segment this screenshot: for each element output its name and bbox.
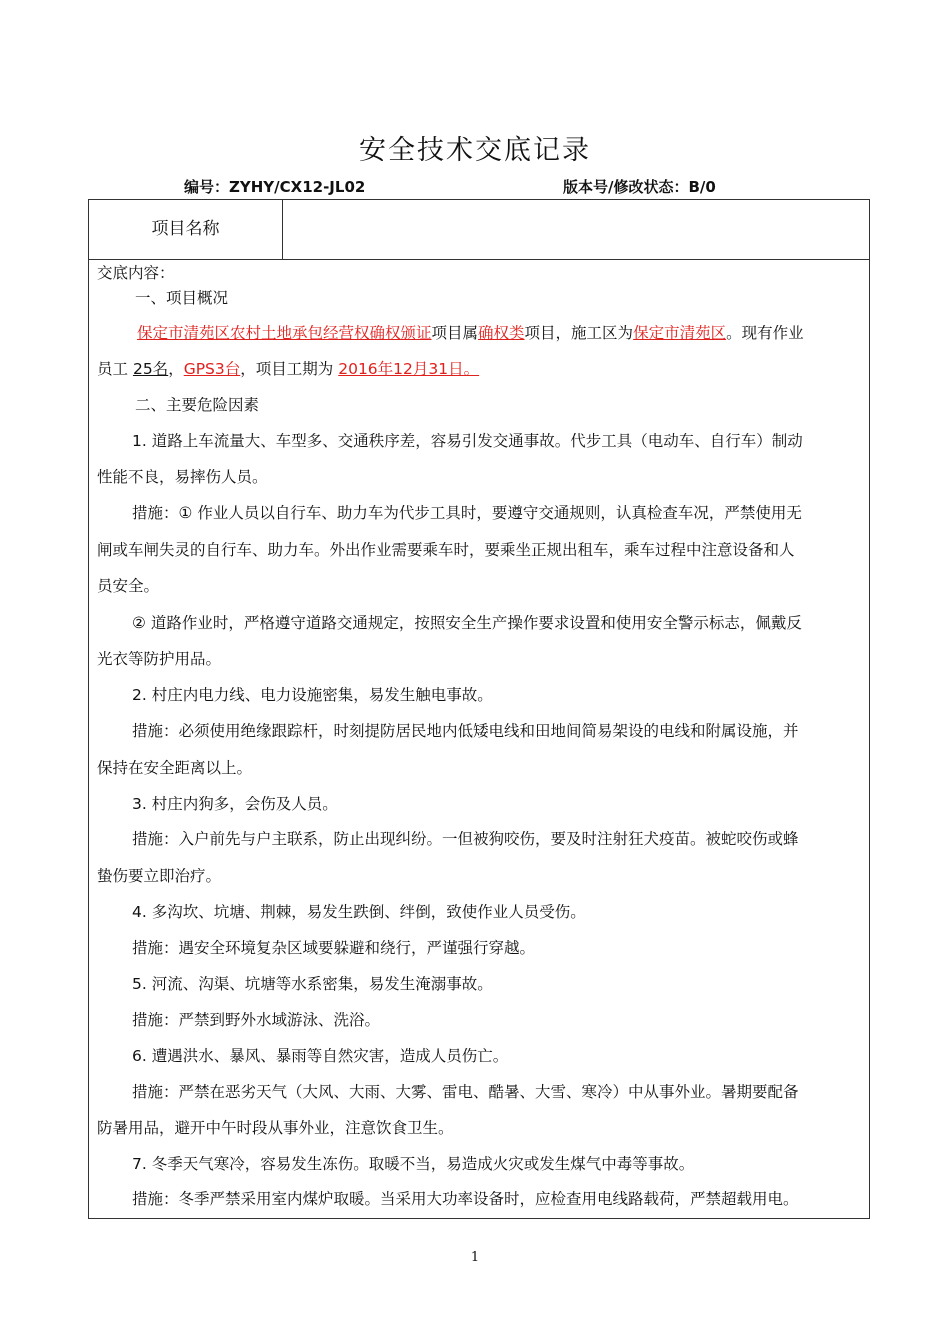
hazard-line: 措施：入户前先与户主联系，防止出现纠纷。一但被狗咬伤，要及时注射狂犬疫苗。被蛇咬伤或蜂 — [132, 830, 799, 848]
hazard-line: 措施：① 作业人员以自行车、助力车为代步工具时，要遵守交通规则，认真检查车况，严禁使用无 — [132, 504, 802, 522]
overview-line-2: 员工 25名，GPS3台，项目工期为 2016年12月31日。 — [97, 360, 480, 378]
project-name-text: 保定市清苑区农村土地承包经营权确权颁证 — [137, 324, 432, 342]
hazard-line: 5. 河流、沟渠、坑塘等水系密集，易发生淹溺事故。 — [132, 975, 493, 993]
hazards-heading: 二、主要危险因素 — [135, 396, 260, 414]
record-table — [88, 199, 870, 1219]
hazard-line: 措施：冬季严禁采用室内煤炉取暖。当采用大功率设备时，应检查用电线路载荷，严禁超载用电。 — [132, 1190, 799, 1208]
hazard-line: 措施：遇安全环境复杂区域要躲避和绕行，严谨强行穿越。 — [132, 939, 536, 957]
overview-heading: 一、项目概况 — [135, 289, 229, 307]
hazard-line: ② 道路作业时，严格遵守道路交通规定，按照安全生产操作要求设置和使用安全警示标志，佩戴反 — [132, 614, 802, 632]
hazard-line: 光衣等防护用品。 — [97, 650, 222, 668]
hazard-line: 保持在安全距离以上。 — [97, 759, 253, 777]
project-name-value — [283, 200, 869, 259]
hazard-line: 1. 道路上车流量大、车型多、交通秩序差，容易引发交通事故。代步工具（电动车、自行车）制动 — [132, 432, 803, 450]
hazard-line: 措施：必须使用绝缘跟踪杆，时刻提防居民地内低矮电线和田地间简易架设的电线和附属设施，并 — [132, 722, 799, 740]
page-title: 安全技术交底记录 — [359, 135, 591, 166]
content-label: 交底内容： — [97, 264, 175, 282]
hazard-line: 4. 多沟坎、坑塘、荆棘，易发生跌倒、绊倒，致使作业人员受伤。 — [132, 903, 586, 921]
hazard-line: 措施：严禁到野外水域游泳、洗浴。 — [132, 1011, 381, 1029]
page-number: 1 — [470, 1250, 480, 1265]
overview-line-1: 保定市清苑区农村土地承包经营权确权颁证项目属确权类项目，施工区为保定市清苑区。现有作业 — [137, 324, 804, 342]
hazard-line: 性能不良，易摔伤人员。 — [97, 468, 268, 486]
work-area: 保定市清苑区 — [633, 324, 727, 342]
hazard-line: 防暑用品，避开中午时段从事外业，注意饮食卫生。 — [97, 1119, 454, 1137]
staff-count: 25名 — [132, 360, 169, 378]
hazard-line: 6. 遭遇洪水、暴风、暴雨等自然灾害，造成人员伤亡。 — [132, 1047, 509, 1065]
version-status: 版本号/修改状态：B/0 — [563, 178, 716, 196]
hazard-line: 3. 村庄内狗多，会伤及人员。 — [132, 795, 338, 813]
hazard-line: 7. 冬季天气寒冷，容易发生冻伤。取暖不当，易造成火灾或发生煤气中毒等事故。 — [132, 1155, 695, 1173]
hazard-line: 2. 村庄内电力线、电力设施密集，易发生触电事故。 — [132, 686, 493, 704]
project-name-label: 项目名称 — [89, 200, 283, 259]
hazard-line: 蛰伤要立即治疗。 — [97, 867, 222, 885]
project-deadline: 2016年12月31日。 — [338, 360, 480, 378]
briefing-content — [89, 260, 869, 1218]
project-name-row — [89, 200, 869, 260]
document-code: 编号：ZYHY/CX12-JL02 — [184, 178, 366, 196]
gps-count: GPS3台 — [183, 360, 241, 378]
hazard-line: 闸或车闸失灵的自行车、助力车。外出作业需要乘车时，要乘坐正规出租车，乘车过程中注意设备和人 — [97, 541, 795, 559]
hazard-line: 措施：严禁在恶劣天气（大风、大雨、大雾、雷电、酷暑、大雪、寒冷）中从事外业。暑期要配备 — [132, 1083, 799, 1101]
project-category: 确权类 — [478, 324, 525, 342]
hazard-line: 员安全。 — [97, 577, 160, 595]
